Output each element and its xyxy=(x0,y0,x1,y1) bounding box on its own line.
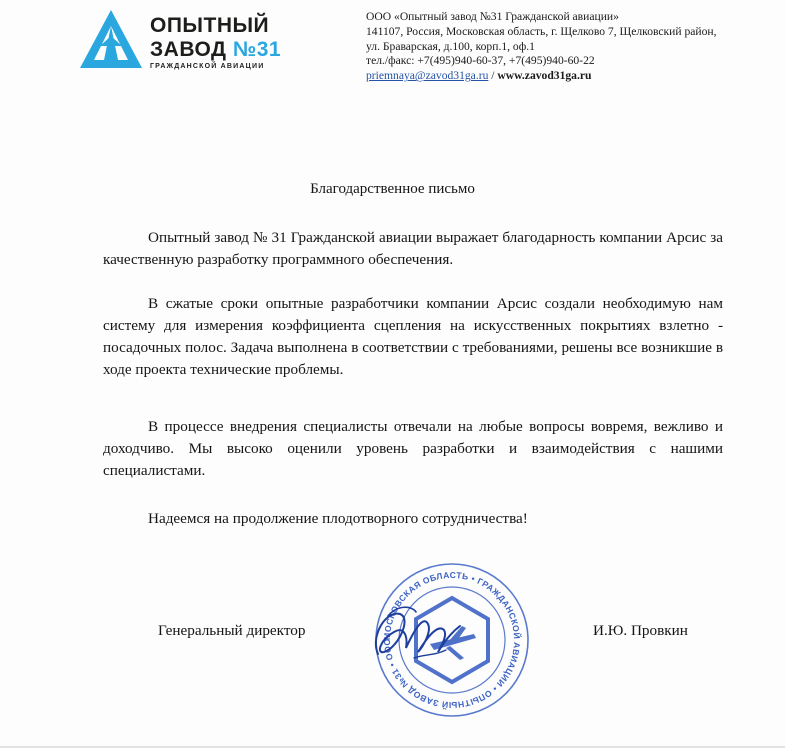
logo-triangle-icon xyxy=(78,8,144,70)
paragraph-3: В процессе внедрения специалисты отвечали на любые вопросы вовремя, вежливо и доходчиво. Мы высоко оценили уровень разработки и взаимодействия с нашими специалистами. xyxy=(103,418,723,479)
logo-word-zavod: ЗАВОД xyxy=(150,38,227,61)
phone-fax: тел./факс: +7(495)940-60-37, +7(495)940-60-22 xyxy=(366,54,595,68)
logo-line-1: ОПЫТНЫЙ xyxy=(150,14,270,37)
director-signature xyxy=(368,596,468,676)
letter-title: Благодарственное письмо xyxy=(310,181,475,197)
signatory-name: И.Ю. Провкин xyxy=(593,622,688,639)
paragraph-4: Надеемся на продолжение плодотворного сотрудничества! xyxy=(148,510,528,527)
email-link[interactable]: priemnaya@zavod31ga.ru xyxy=(366,69,489,83)
paragraph-2: В сжатые сроки опытные разработчики компании Арсис создали необходимую нам систему для измерения коэффициента сцепления на искусственных покрытиях взлетно - посадочных полос. Задача выполнена в соответствии с требованиями, решены все возникшие в ходе проекта технические проблемы. xyxy=(103,295,723,378)
logo-line-3: ГРАЖДАНСКОЙ АВИАЦИИ xyxy=(150,63,265,70)
address-line-2: ул. Браварская, д.100, корп.1, оф.1 xyxy=(366,39,535,53)
signatory-role: Генеральный директор xyxy=(158,622,306,639)
email-site-line xyxy=(366,69,717,84)
logo-number: №31 xyxy=(232,38,282,61)
address-line-1: 141107, Россия, Московская область, г. Щелково 7, Щелковский район, xyxy=(366,24,717,38)
company-logo xyxy=(78,8,288,70)
link-separator: / xyxy=(488,69,498,83)
website-link[interactable]: www.zavod31ga.ru xyxy=(497,69,592,83)
letterhead-contacts xyxy=(366,10,717,84)
logo-wordmark xyxy=(150,14,281,72)
stamp-ring-text: МОСКОВСКАЯ ОБЛАСТЬ • ГРАЖДАНСКОЙ АВИАЦИИ • ОПЫТНЫЙ ЗАВОД №31 • ООО xyxy=(381,569,523,711)
paragraph-1: Опытный завод № 31 Гражданской авиации выражает благодарность компании Арсис за качественную разработку программного обеспечения. xyxy=(103,229,723,268)
logo-line-2 xyxy=(150,38,281,62)
company-name: ООО «Опытный завод №31 Гражданской авиации» xyxy=(366,10,619,23)
